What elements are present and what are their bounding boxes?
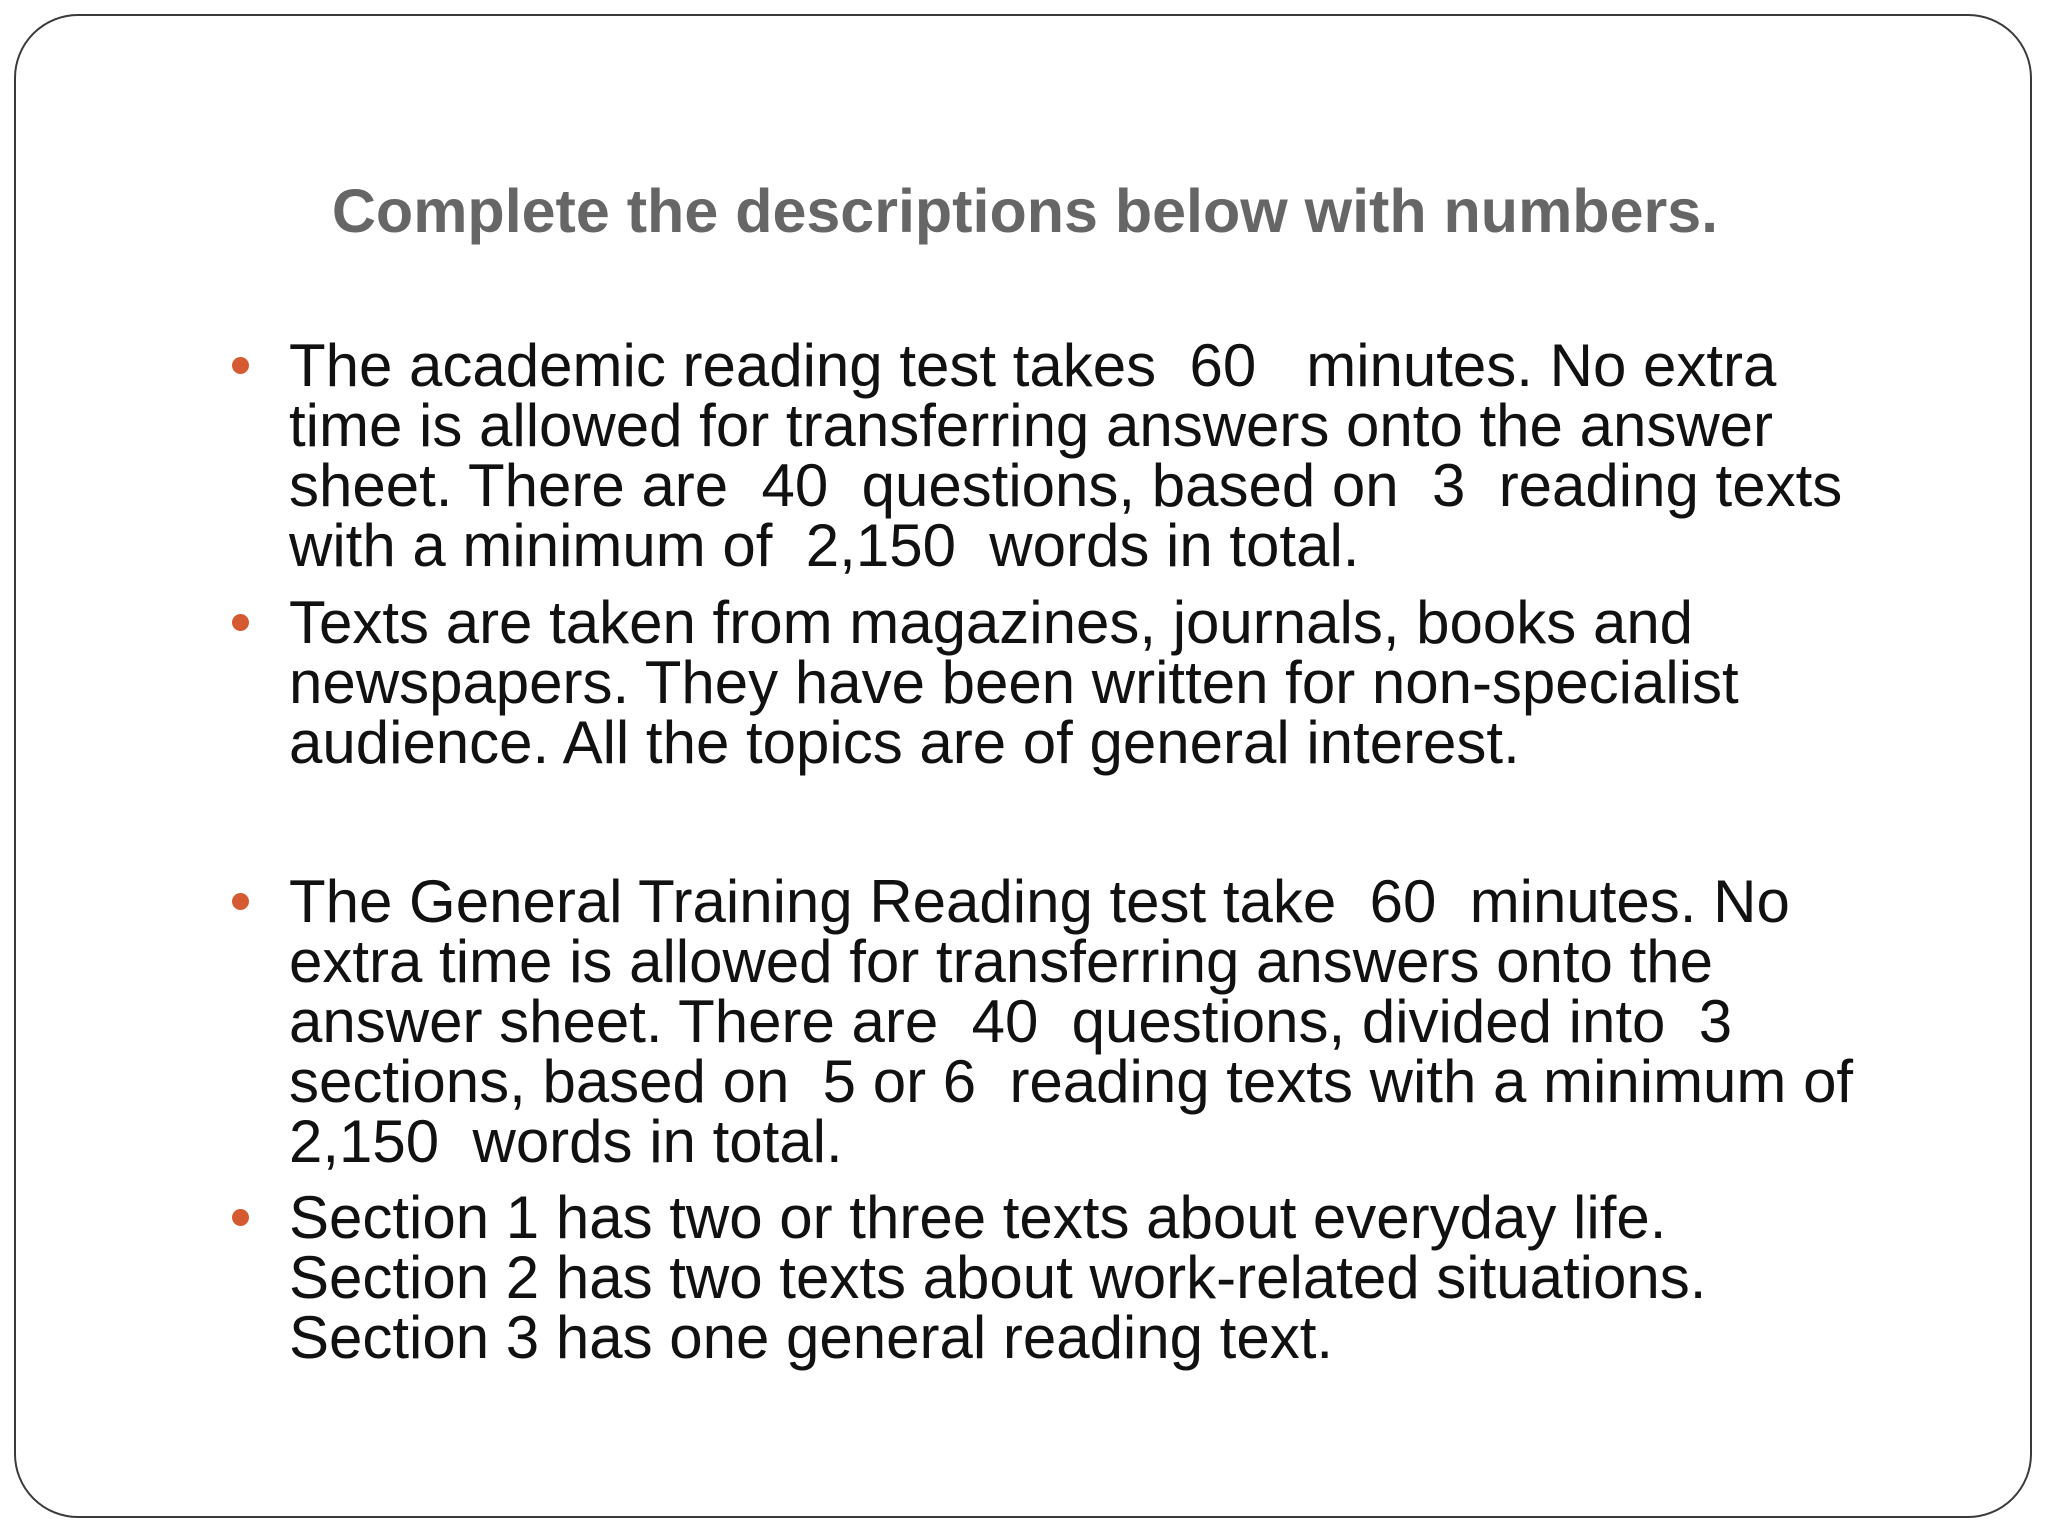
bullet-dot-icon	[232, 614, 249, 631]
bullet-line: newspapers. They have been written for non-specialist	[289, 649, 1739, 716]
bullet-line: answer sheet. There are 40 questions, divided into 3	[289, 988, 1733, 1055]
bullet-line: Section 1 has two or three texts about everyday life.	[289, 1184, 1667, 1251]
bullet-line: The academic reading test takes 60 minutes. No extra	[289, 332, 1777, 399]
bullet-line: audience. All the topics are of general interest.	[289, 709, 1520, 776]
bullet-line: with a minimum of 2,150 words in total.	[289, 512, 1360, 579]
bullet-line: time is allowed for transferring answers onto the answer	[289, 392, 1774, 459]
bullet-list	[16, 16, 2034, 1520]
bullet-line: 2,150 words in total.	[289, 1108, 843, 1175]
bullet-line: Texts are taken from magazines, journals, books and	[289, 589, 1694, 656]
bullet-line: sections, based on 5 or 6 reading texts with a minimum of	[289, 1048, 1854, 1115]
slide	[14, 14, 2032, 1518]
bullet-line: The General Training Reading test take 60 minutes. No	[289, 868, 1790, 935]
bullet-dot-icon	[232, 1209, 249, 1226]
bullet-line: sheet. There are 40 questions, based on 3 reading texts	[289, 452, 1843, 519]
bullet-line: extra time is allowed for transferring answers onto the	[289, 928, 1713, 995]
slide-title: Complete the descriptions below with numbers.	[331, 177, 1719, 245]
bullet-line: Section 2 has two texts about work-related situations.	[289, 1244, 1707, 1311]
bullet-line: Section 3 has one general reading text.	[289, 1304, 1334, 1371]
bullet-dot-icon	[232, 357, 249, 374]
bullet-dot-icon	[232, 893, 249, 910]
